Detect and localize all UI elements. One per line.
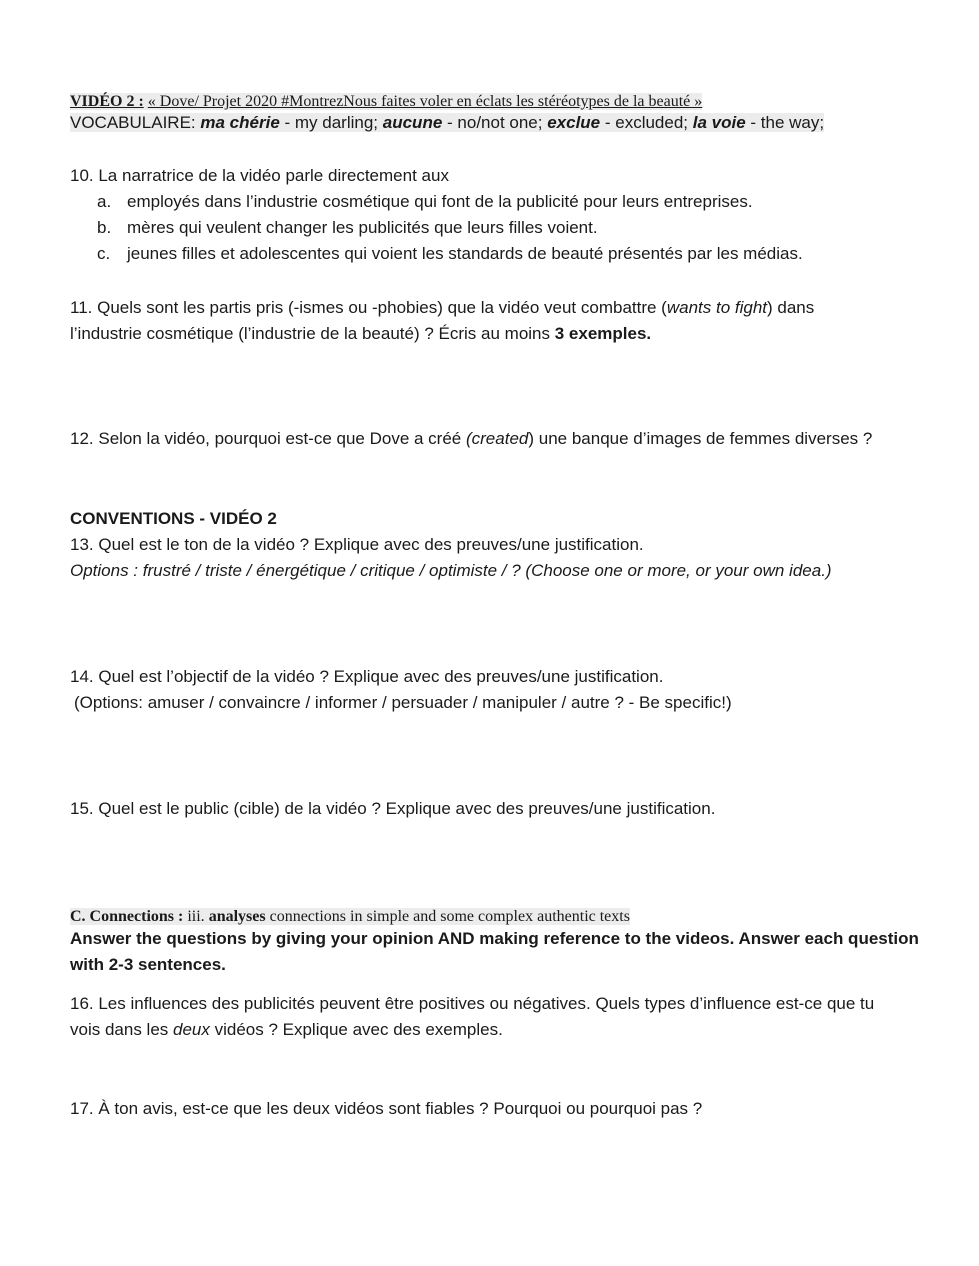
connections-heading-analyses: analyses [208,908,266,925]
vocabulary-line [70,112,824,134]
q10-option-a[interactable] [97,191,753,213]
q11-text-2: l’industrie cosmétique (l’industrie de la beauté) ? Écris au moins [70,324,555,343]
question-16-line-2 [70,1019,503,1041]
question-13: 13. Quel est le ton de la vidéo ? Explique avec des preuves/une justification. [70,535,644,554]
video-title [70,91,702,113]
connections-heading-mid: iii. [183,908,209,925]
q10-option-c[interactable] [97,243,803,265]
video-title-prefix: VIDÉO 2 : [70,93,144,110]
video-title-text: « Dove/ Projet 2020 #MontrezNous faites voler en éclats les stéréotypes de la beauté » [147,93,703,110]
question-12 [70,428,872,450]
connections-instructions-1: Answer the questions by giving your opinion AND making reference to the videos. Answer each question [70,929,919,948]
q12-text-end: ) une banque d’images de femmes diverses ? [528,429,873,448]
q16-italic: deux [173,1020,210,1039]
question-17: 17. À ton avis, est-ce que les deux vidéos sont fiables ? Pourquoi ou pourquoi pas ? [70,1099,703,1118]
vocab-def: - my darling; [279,113,383,132]
connections-instructions-2: with 2-3 sentences. [70,955,226,974]
question-11-line-2 [70,323,651,345]
option-label: b. [97,218,112,237]
vocab-term: exclue [547,113,601,132]
vocab-term: la voie [692,113,746,132]
q12-text: 12. Selon la vidéo, pourquoi est-ce que Dove a créé [70,429,466,448]
question-14: 14. Quel est l’objectif de la vidéo ? Explique avec des preuves/une justification. [70,667,664,686]
vocabulary-label: VOCABULAIRE: [70,113,196,132]
option-label: a. [97,192,112,211]
question-10: 10. La narratrice de la vidéo parle directement aux [70,166,449,185]
question-15: 15. Quel est le public (cible) de la vidéo ? Explique avec des preuves/une justification. [70,799,716,818]
option-text: mères qui veulent changer les publicités que leurs filles voient. [127,218,598,237]
question-16-line-1: 16. Les influences des publicités peuvent être positives ou négatives. Quels types d’influence est-ce que tu [70,994,875,1013]
q11-text-end: ) dans [767,298,815,317]
question-11-line-1 [70,297,814,319]
q11-text: 11. Quels sont les partis pris (-ismes ou -phobies) que la vidéo veut combattre ( [70,298,667,317]
vocab-def: - no/not one; [442,113,548,132]
vocab-term: ma chérie [200,113,280,132]
option-text: jeunes filles et adolescentes qui voient les standards de beauté présentés par les médias. [127,244,803,263]
question-13-options: Options : frustré / triste / énergétique / critique / optimiste / ? (Choose one or more, or your own idea.) [70,561,832,580]
option-text: employés dans l’industrie cosmétique qui font de la publicité pour leurs entreprises. [127,192,753,211]
q16-text-a: vois dans les [70,1020,173,1039]
vocab-def: - excluded; [600,113,693,132]
connections-heading-bold: C. Connections : [70,908,184,925]
vocab-def: - the way; [745,113,825,132]
q10-option-b[interactable] [97,217,598,239]
option-label: c. [97,244,111,263]
conventions-heading: CONVENTIONS - VIDÉO 2 [70,509,277,528]
q11-bold: 3 exemples. [554,324,652,343]
question-14-options: (Options: amuser / convaincre / informer / persuader / manipuler / autre ? - Be specific!) [74,693,732,712]
connections-heading [70,906,630,928]
vocab-term: aucune [382,113,443,132]
q12-italic: (created [465,429,529,448]
q11-italic: wants to fight [666,298,768,317]
connections-heading-rest: connections in simple and some complex authentic texts [265,908,630,925]
q16-text-b: vidéos ? Explique avec des exemples. [209,1020,503,1039]
